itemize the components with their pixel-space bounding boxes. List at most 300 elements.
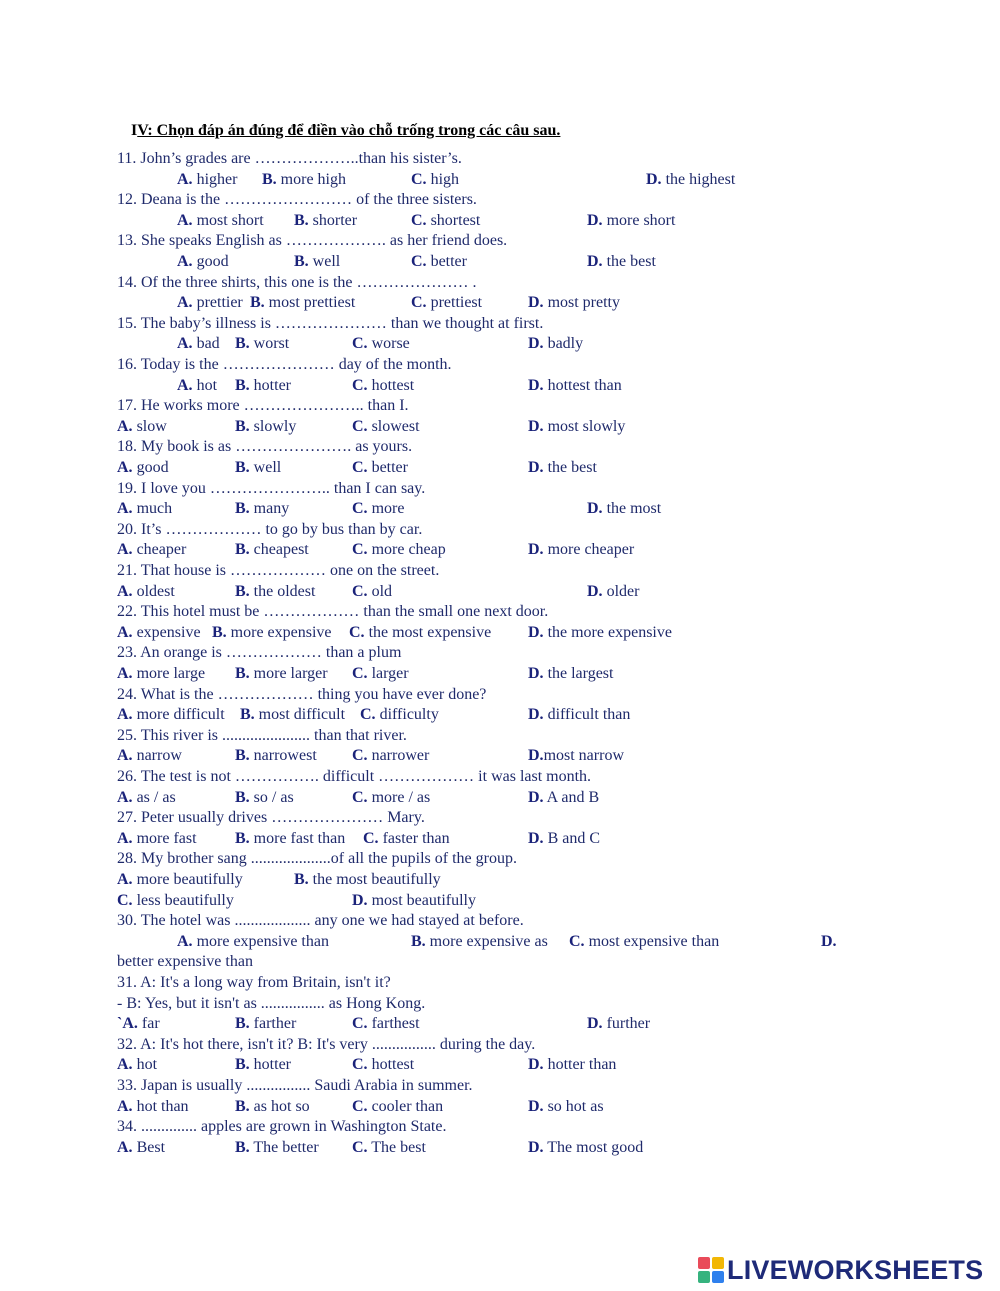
option-text: - B: Yes, but it isn't as ................ as Hong Kong. bbox=[117, 994, 426, 1012]
option-letter: D. bbox=[528, 829, 544, 847]
option-letter: C. bbox=[352, 1097, 368, 1115]
question-text: 23. An orange is ……………… than a plum bbox=[117, 644, 402, 662]
answer-option bbox=[177, 293, 243, 313]
liveworksheets-brand bbox=[698, 1254, 983, 1286]
option-letter: B. bbox=[235, 376, 250, 394]
option-text: more fast than bbox=[249, 829, 346, 847]
option-letter: A. bbox=[117, 747, 133, 765]
option-letter: B. bbox=[235, 1138, 250, 1156]
option-text: cooler than bbox=[367, 1097, 444, 1115]
option-letter: C. bbox=[117, 891, 133, 909]
option-letter: A. bbox=[117, 1097, 133, 1115]
answer-option bbox=[646, 170, 735, 190]
answer-option bbox=[569, 932, 719, 952]
question-text: 12. Deana is the …………………… of the three sisters. bbox=[117, 191, 477, 209]
option-letter: D. bbox=[587, 582, 603, 600]
question-text: 15. The baby’s illness is ………………… than we thought at first. bbox=[117, 314, 544, 332]
option-text: bad bbox=[192, 335, 220, 353]
answer-option bbox=[411, 293, 482, 313]
option-letter: A. bbox=[177, 294, 193, 312]
question-text: 16. Today is the ………………… day of the month. bbox=[117, 356, 452, 373]
option-letter: `A. bbox=[117, 1015, 138, 1033]
option-letter: D. bbox=[528, 294, 544, 312]
option-letter: D. bbox=[528, 1138, 544, 1156]
answer-option bbox=[117, 1014, 160, 1034]
option-text: narrowest bbox=[249, 747, 317, 765]
option-text: hotter bbox=[249, 1056, 291, 1074]
option-letter: C. bbox=[352, 335, 368, 353]
option-text: high bbox=[426, 170, 460, 188]
question-text: 34. .............. apples are grown in Washington State. bbox=[117, 1118, 447, 1136]
answer-option bbox=[117, 623, 201, 643]
answer-option bbox=[177, 932, 329, 952]
answer-option bbox=[235, 458, 281, 478]
answer-option bbox=[528, 1138, 643, 1158]
answer-option bbox=[117, 1097, 189, 1117]
option-letter: A. bbox=[117, 706, 133, 724]
option-letter: D. bbox=[587, 500, 603, 518]
option-text: good bbox=[132, 459, 169, 476]
answer-option bbox=[528, 664, 613, 684]
answer-option bbox=[411, 252, 467, 272]
option-letter: D. bbox=[528, 541, 544, 559]
answer-option bbox=[411, 932, 548, 952]
option-text: farther bbox=[249, 1015, 297, 1033]
option-letter: A. bbox=[117, 623, 133, 641]
option-letter: A. bbox=[177, 376, 193, 394]
answer-option bbox=[352, 376, 414, 396]
option-letter: B. bbox=[235, 541, 250, 559]
option-text: hotter bbox=[249, 376, 291, 394]
question-text: 25. This river is ...................... than that river. bbox=[117, 726, 407, 744]
option-letter: D. bbox=[528, 335, 544, 353]
option-text: slowest bbox=[367, 417, 420, 435]
option-text: hot bbox=[132, 1056, 158, 1074]
option-letter: D. bbox=[528, 417, 544, 435]
option-letter: C. bbox=[411, 211, 427, 229]
answer-option bbox=[528, 788, 599, 808]
answer-option bbox=[352, 582, 392, 602]
option-text: badly bbox=[543, 335, 584, 353]
question-text: 28. My brother sang ....................of all the pupils of the group. bbox=[117, 850, 517, 868]
answer-option bbox=[235, 1097, 310, 1117]
answer-option bbox=[528, 458, 597, 478]
option-letter: A. bbox=[117, 500, 133, 518]
answer-option bbox=[352, 540, 446, 560]
option-text: better expensive than bbox=[117, 953, 253, 971]
answer-option bbox=[235, 334, 289, 354]
option-text: slow bbox=[132, 417, 167, 435]
option-text: The better bbox=[249, 1138, 319, 1156]
answer-option bbox=[360, 705, 439, 725]
option-text: the largest bbox=[543, 665, 614, 682]
option-letter: A. bbox=[117, 1138, 133, 1156]
option-text: B and C bbox=[543, 829, 601, 847]
option-text: further bbox=[602, 1015, 651, 1033]
answer-option bbox=[235, 1138, 319, 1158]
answer-option bbox=[528, 829, 600, 849]
option-letter: C. bbox=[363, 829, 379, 847]
option-letter: D. bbox=[352, 891, 368, 909]
question-text: 13. She speaks English as ………………. as her friend does. bbox=[117, 232, 508, 250]
option-letter: B. bbox=[262, 170, 277, 188]
option-letter: C. bbox=[352, 1015, 368, 1033]
brand-name: LIVEWORKSHEETS bbox=[727, 1254, 984, 1285]
option-text: The best bbox=[367, 1138, 426, 1156]
option-text: farthest bbox=[367, 1015, 420, 1033]
answer-option bbox=[235, 746, 317, 766]
option-text: the oldest bbox=[249, 582, 316, 600]
option-text: faster than bbox=[378, 829, 450, 847]
option-text: most slowly bbox=[543, 417, 626, 435]
option-letter: D. bbox=[587, 211, 603, 229]
option-text: cheaper bbox=[132, 541, 187, 559]
option-text: more difficult bbox=[132, 706, 225, 724]
option-text: more / as bbox=[367, 788, 431, 806]
option-text: more beautifully bbox=[132, 871, 243, 888]
option-text: well bbox=[249, 459, 282, 476]
option-letter: B. bbox=[294, 871, 309, 888]
option-letter: A. bbox=[177, 932, 193, 950]
answer-option bbox=[352, 1055, 414, 1075]
option-letter: A. bbox=[117, 417, 133, 435]
option-text: worst bbox=[249, 335, 290, 353]
option-letter: D. bbox=[528, 623, 544, 641]
option-text: most narrow bbox=[543, 747, 624, 765]
option-letter: D. bbox=[528, 747, 544, 765]
option-text: much bbox=[132, 500, 173, 518]
answer-option bbox=[528, 1055, 616, 1075]
option-text: well bbox=[308, 253, 341, 270]
answer-option bbox=[352, 1138, 426, 1158]
question-text: 26. The test is not ……………. difficult ……………… it was last month. bbox=[117, 768, 592, 785]
option-text: old bbox=[367, 582, 393, 600]
option-text: most short bbox=[192, 211, 264, 229]
option-text: far bbox=[137, 1015, 160, 1033]
answer-option bbox=[235, 788, 294, 808]
option-text: more expensive as bbox=[425, 932, 548, 950]
question-text: 24. What is the ……………… thing you have ever done? bbox=[117, 685, 487, 703]
option-letter: B. bbox=[235, 1015, 250, 1033]
answer-option bbox=[352, 417, 420, 437]
answer-option bbox=[411, 211, 480, 231]
option-letter: C. bbox=[352, 459, 368, 476]
option-letter: C. bbox=[569, 932, 585, 950]
answer-option bbox=[177, 334, 220, 354]
answer-option bbox=[294, 252, 340, 272]
option-letter: C. bbox=[352, 500, 368, 518]
option-letter: A. bbox=[177, 211, 193, 229]
answer-option bbox=[587, 252, 656, 272]
option-letter: B. bbox=[235, 582, 250, 600]
answer-option bbox=[294, 870, 441, 890]
option-text: more expensive than bbox=[192, 932, 329, 950]
option-text: shorter bbox=[308, 211, 358, 229]
answer-option bbox=[528, 334, 583, 354]
question-text: 14. Of the three shirts, this one is the ………………… . bbox=[117, 273, 477, 291]
question-text: 33. Japan is usually ................ Saudi Arabia in summer. bbox=[117, 1077, 473, 1094]
option-text: most expensive than bbox=[584, 932, 720, 950]
option-text: most prettiest bbox=[264, 294, 356, 312]
option-text: difficulty bbox=[375, 706, 439, 724]
answer-option bbox=[177, 252, 229, 272]
answer-option bbox=[352, 664, 409, 684]
answer-option bbox=[528, 705, 630, 725]
option-text: the most expensive bbox=[364, 623, 492, 641]
option-text: A and B bbox=[543, 788, 600, 806]
option-letter: D. bbox=[528, 1097, 544, 1115]
option-text: so / as bbox=[249, 788, 294, 806]
answer-option bbox=[363, 829, 450, 849]
answer-option bbox=[240, 705, 345, 725]
option-letter: C. bbox=[349, 623, 365, 641]
option-letter: C. bbox=[352, 376, 368, 394]
option-text: most difficult bbox=[254, 706, 346, 724]
answer-option bbox=[352, 746, 429, 766]
answer-option bbox=[587, 1014, 650, 1034]
option-text: most pretty bbox=[543, 294, 620, 312]
answer-option bbox=[117, 829, 197, 849]
option-letter: C. bbox=[352, 747, 368, 765]
option-text: many bbox=[249, 500, 290, 518]
option-text: more expensive bbox=[226, 623, 332, 641]
option-letter: D. bbox=[587, 253, 603, 270]
option-letter: C. bbox=[352, 417, 368, 435]
answer-option bbox=[352, 1014, 420, 1034]
option-text: The most good bbox=[543, 1138, 644, 1156]
option-letter: C. bbox=[352, 1138, 368, 1156]
answer-option bbox=[262, 170, 346, 190]
option-letter: A. bbox=[117, 582, 133, 600]
question-text: 32. A: It's hot there, isn't it? B: It's very ................ during the day. bbox=[117, 1035, 536, 1053]
answer-option bbox=[235, 829, 345, 849]
option-letter: B. bbox=[235, 500, 250, 518]
option-text: slowly bbox=[249, 417, 297, 435]
question-text: 19. I love you ………………….. than I can say. bbox=[117, 479, 426, 497]
option-text: less beautifully bbox=[132, 891, 234, 909]
option-letter: D. bbox=[528, 706, 544, 724]
option-letter: C. bbox=[360, 706, 376, 724]
option-letter: B. bbox=[294, 211, 309, 229]
option-text: difficult than bbox=[543, 706, 631, 724]
option-letter: B. bbox=[294, 253, 309, 270]
option-text: more larger bbox=[249, 665, 328, 682]
option-text: as / as bbox=[132, 788, 176, 806]
answer-option bbox=[117, 994, 425, 1014]
answer-option bbox=[177, 211, 264, 231]
answer-option bbox=[235, 1014, 296, 1034]
answer-option bbox=[821, 932, 837, 952]
option-text: hottest than bbox=[543, 376, 622, 394]
option-text: the most bbox=[602, 500, 662, 518]
option-letter: D. bbox=[528, 459, 544, 476]
answer-option bbox=[411, 170, 459, 190]
option-letter: A. bbox=[117, 665, 133, 682]
answer-option bbox=[587, 499, 661, 519]
option-letter: C. bbox=[352, 582, 368, 600]
answer-option bbox=[294, 211, 357, 231]
option-letter: A. bbox=[117, 1056, 133, 1074]
option-letter: A. bbox=[177, 253, 193, 270]
answer-option bbox=[352, 499, 404, 519]
option-text: hottest bbox=[367, 376, 415, 394]
option-text: narrower bbox=[367, 747, 430, 765]
answer-option bbox=[352, 458, 408, 478]
option-letter: A. bbox=[117, 459, 133, 476]
option-text: prettiest bbox=[426, 294, 483, 312]
answer-option bbox=[528, 376, 622, 396]
option-text: Best bbox=[132, 1138, 166, 1156]
option-text: the highest bbox=[661, 170, 736, 188]
question-text: 11. John’s grades are ………………..than his sister’s. bbox=[117, 150, 462, 167]
option-text: more cheap bbox=[367, 541, 446, 559]
option-letter: A. bbox=[117, 788, 133, 806]
question-text: 18. My book is as …………………. as yours. bbox=[117, 438, 413, 456]
exercise-heading bbox=[131, 122, 560, 140]
option-letter: D. bbox=[528, 1056, 544, 1074]
option-text: narrow bbox=[132, 747, 182, 765]
answer-option bbox=[117, 1055, 157, 1075]
option-letter: B. bbox=[235, 459, 250, 476]
option-text: larger bbox=[367, 665, 409, 682]
option-letter: B. bbox=[235, 1056, 250, 1074]
answer-option bbox=[117, 458, 169, 478]
heading-prefix: I bbox=[131, 122, 138, 139]
answer-option bbox=[117, 952, 253, 972]
option-letter: D. bbox=[587, 1015, 603, 1033]
option-text: more bbox=[367, 500, 405, 518]
option-text: as hot so bbox=[249, 1097, 310, 1115]
option-text: cheapest bbox=[249, 541, 309, 559]
answer-option bbox=[117, 417, 167, 437]
question-text: 22. This hotel must be ……………… than the small one next door. bbox=[117, 603, 549, 621]
option-text: expensive bbox=[132, 623, 201, 641]
option-text: hot than bbox=[132, 1097, 189, 1115]
answer-option bbox=[235, 417, 296, 437]
answer-option bbox=[352, 1097, 443, 1117]
answer-option bbox=[250, 293, 355, 313]
answer-option bbox=[352, 891, 476, 911]
option-text: more fast bbox=[132, 829, 197, 847]
answer-option bbox=[235, 1055, 291, 1075]
answer-option bbox=[212, 623, 332, 643]
answer-option bbox=[235, 376, 291, 396]
option-letter: C. bbox=[352, 788, 368, 806]
answer-option bbox=[117, 540, 186, 560]
option-text: the more expensive bbox=[543, 623, 672, 641]
answer-option bbox=[528, 417, 625, 437]
answer-option bbox=[528, 293, 620, 313]
option-letter: A. bbox=[117, 541, 133, 559]
option-letter: B. bbox=[250, 294, 265, 312]
option-text: more high bbox=[276, 170, 346, 188]
question-text: 20. It’s ……………… to go by bus than by car. bbox=[117, 520, 423, 538]
answer-option bbox=[117, 582, 175, 602]
answer-option bbox=[235, 499, 289, 519]
option-letter: B. bbox=[235, 829, 250, 847]
option-text: so hot as bbox=[543, 1097, 604, 1115]
option-letter: A. bbox=[117, 871, 133, 888]
option-letter: B. bbox=[235, 788, 250, 806]
question-text: 31. A: It's a long way from Britain, isn't it? bbox=[117, 974, 391, 991]
option-text: most beautifully bbox=[367, 891, 476, 909]
option-letter: B. bbox=[235, 665, 250, 682]
option-letter: C. bbox=[352, 1056, 368, 1074]
option-text: hot bbox=[192, 376, 218, 394]
answer-option bbox=[177, 376, 217, 396]
answer-option bbox=[117, 1138, 165, 1158]
option-letter: D. bbox=[528, 665, 544, 682]
option-letter: D. bbox=[646, 170, 662, 188]
option-letter: C. bbox=[352, 665, 368, 682]
answer-option bbox=[352, 788, 430, 808]
question-text: 17. He works more ………………….. than I. bbox=[117, 397, 409, 415]
option-letter: D. bbox=[821, 932, 837, 950]
option-text: better bbox=[426, 253, 467, 270]
option-letter: C. bbox=[411, 294, 427, 312]
answer-option bbox=[117, 664, 205, 684]
option-letter: B. bbox=[235, 747, 250, 765]
option-letter: A. bbox=[117, 829, 133, 847]
option-text: the most beautifully bbox=[308, 871, 441, 888]
option-letter: B. bbox=[235, 1097, 250, 1115]
answer-option bbox=[117, 705, 225, 725]
answer-option bbox=[587, 582, 639, 602]
option-letter: C. bbox=[411, 253, 427, 270]
option-text: hottest bbox=[367, 1056, 415, 1074]
option-letter: D. bbox=[528, 788, 544, 806]
answer-option bbox=[235, 664, 328, 684]
option-text: worse bbox=[367, 335, 410, 353]
option-text: prettier bbox=[192, 294, 243, 312]
question-text: 21. That house is ……………… one on the street. bbox=[117, 562, 440, 579]
option-text: older bbox=[602, 582, 640, 600]
option-letter: B. bbox=[240, 706, 255, 724]
answer-option bbox=[349, 623, 491, 643]
answer-option bbox=[117, 870, 243, 890]
option-text: oldest bbox=[132, 582, 175, 600]
option-letter: B. bbox=[212, 623, 227, 641]
answer-option bbox=[352, 334, 410, 354]
question-text: 27. Peter usually drives ………………… Mary. bbox=[117, 809, 425, 827]
option-text: hotter than bbox=[543, 1056, 617, 1074]
answer-option bbox=[528, 746, 624, 766]
liveworksheets-logo-icon bbox=[698, 1257, 724, 1283]
option-letter: A. bbox=[177, 170, 193, 188]
option-text: more large bbox=[132, 665, 206, 682]
option-text: more cheaper bbox=[543, 541, 635, 559]
answer-option bbox=[528, 623, 672, 643]
answer-option bbox=[235, 582, 315, 602]
option-text: good bbox=[192, 253, 229, 270]
answer-option bbox=[235, 540, 309, 560]
option-text: better bbox=[367, 459, 408, 476]
option-text: higher bbox=[192, 170, 238, 188]
answer-option bbox=[117, 746, 182, 766]
option-letter: C. bbox=[411, 170, 427, 188]
option-letter: C. bbox=[352, 541, 368, 559]
option-letter: A. bbox=[177, 335, 193, 353]
option-letter: B. bbox=[235, 417, 250, 435]
answer-option bbox=[528, 540, 634, 560]
option-text: shortest bbox=[426, 211, 481, 229]
option-text: the best bbox=[602, 253, 656, 270]
answer-option bbox=[117, 499, 172, 519]
option-letter: D. bbox=[528, 376, 544, 394]
heading-text: V: Chọn đáp án đúng để điền vào chỗ trống trong các câu sau. bbox=[137, 122, 561, 139]
option-letter: B. bbox=[235, 335, 250, 353]
option-text: the best bbox=[543, 459, 597, 476]
